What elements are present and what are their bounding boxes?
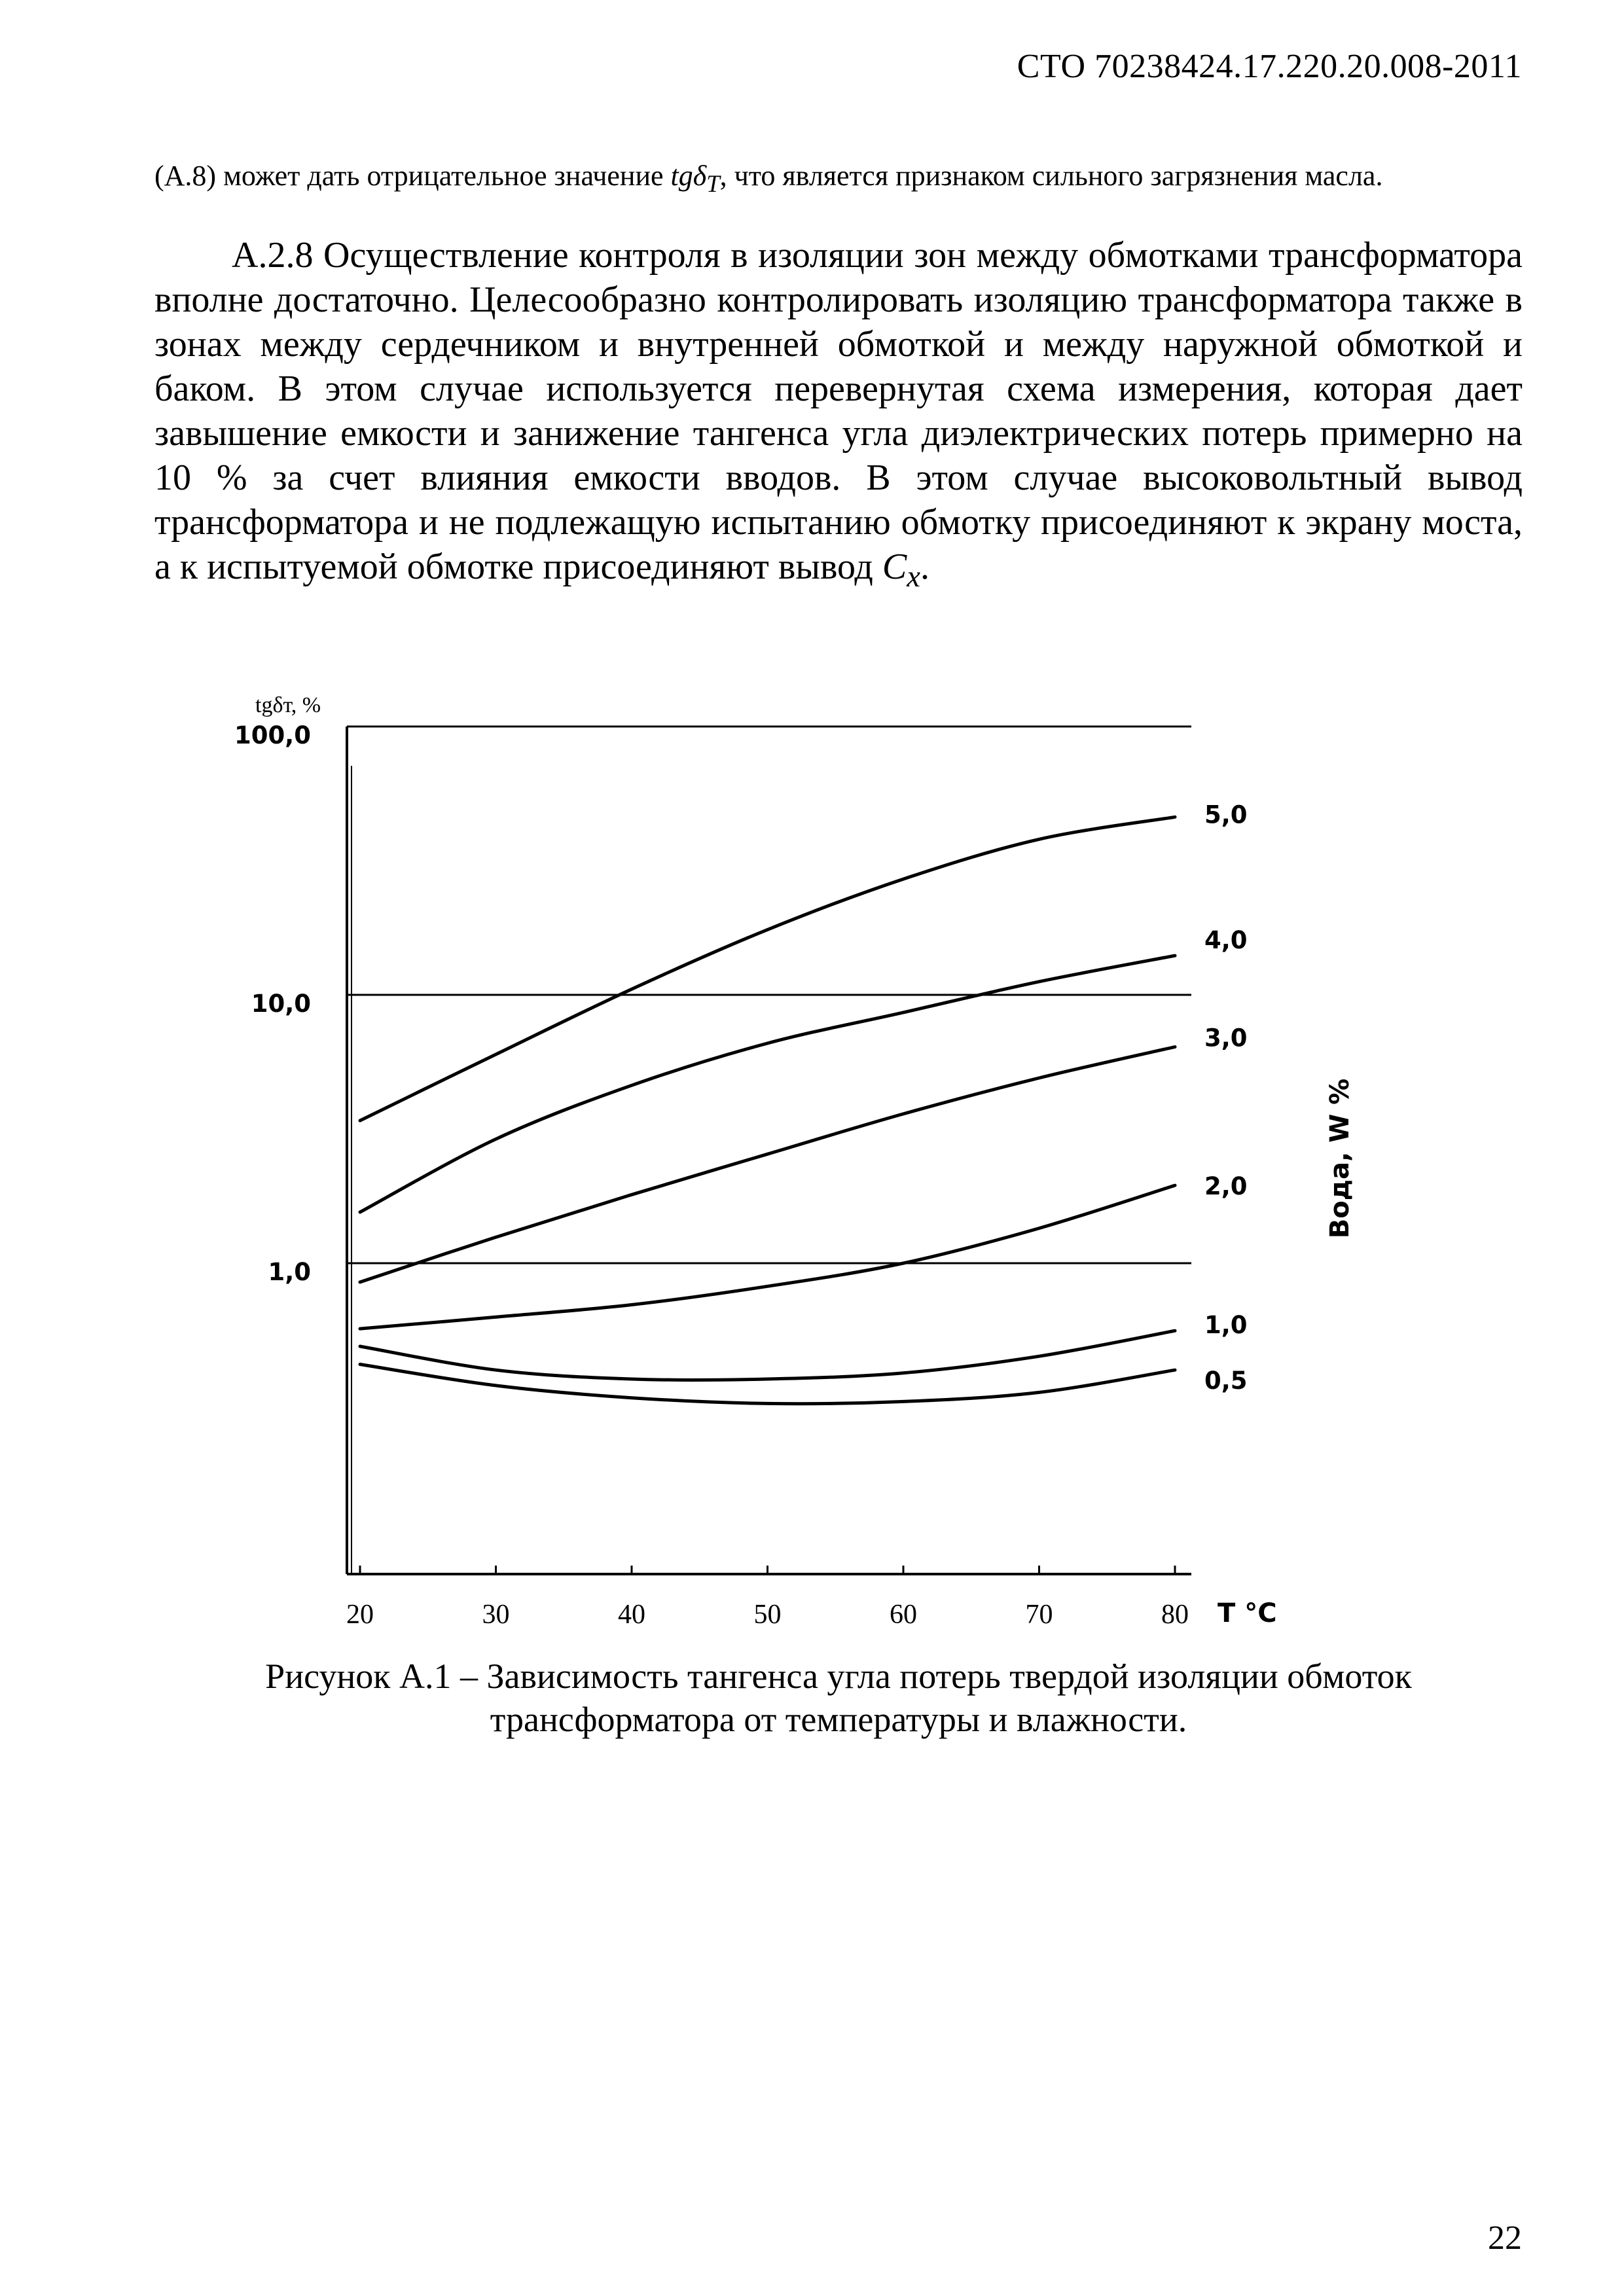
tan-delta-chart xyxy=(196,674,1355,1656)
y-tick-label: 10,0 xyxy=(251,990,311,1018)
x-tick-label: 30 xyxy=(482,1600,510,1630)
curve-label: 1,0 xyxy=(1204,1311,1248,1340)
curve-w-0-5 xyxy=(360,1365,1175,1404)
curve-label: 2,0 xyxy=(1204,1172,1248,1201)
document-code: СТО 70238424.17.220.20.008-2011 xyxy=(1017,48,1522,85)
curve-label: 0,5 xyxy=(1204,1367,1248,1395)
x-axis-title: T °C xyxy=(1218,1598,1277,1628)
x-tick-label: 70 xyxy=(1025,1600,1053,1630)
y-tick-label: 100,0 xyxy=(234,721,311,749)
intro-text-start: (А.8) может дать отрицательное значение xyxy=(154,160,671,192)
gridlines xyxy=(347,726,1191,1263)
x-tick-label: 50 xyxy=(753,1600,782,1630)
x-tick-label: 60 xyxy=(890,1600,917,1630)
curve-w-3-0 xyxy=(360,1047,1175,1282)
cx-symbol: $C_x$ xyxy=(882,547,920,594)
section-text: А.2.8 Осуществление контроля в изоляции зон между обмотками трансформатора вполне достаточно. Целесообразно контролировать изоляцию трансформатора также в зонах между сердечником и внутренней обмоткой и между наружной обмоткой и баком. В этом случае используется перевернутая схема измерения, которая дает завышение емкости и занижение тангенса угла диэлектрических потерь примерно на 10 % за счет влияния емкости вводов. В этом случае высоковольтный вывод трансформатора и не подлежащую испытанию обмотку присоединяют к экрану моста, а к испытуемой обмотке присоединяют вывод xyxy=(154,235,1523,587)
intro-paragraph xyxy=(154,156,1523,204)
curve-label: 4,0 xyxy=(1204,926,1248,955)
curve-w-1-0 xyxy=(360,1331,1175,1380)
curve-label: 3,0 xyxy=(1204,1024,1248,1052)
x-tick-label: 40 xyxy=(618,1600,645,1630)
moisture-curves xyxy=(360,817,1175,1403)
curve-w-2-0 xyxy=(360,1185,1175,1329)
y-tick-label: 1,0 xyxy=(268,1258,311,1286)
curve-labels xyxy=(1204,800,1248,1395)
x-tick-label: 20 xyxy=(346,1600,374,1630)
caption-line-2: трансформатора от температуры и влажности. xyxy=(490,1700,1187,1739)
x-tick-label: 80 xyxy=(1161,1600,1189,1630)
tg-delta-symbol: tgδ$_T$ xyxy=(670,160,720,197)
y-ticks xyxy=(234,721,311,1286)
figure-caption xyxy=(154,1655,1523,1741)
y-axis-title: tgδт, % xyxy=(255,693,321,717)
page-number: 22 xyxy=(1488,2219,1522,2257)
intro-text-end: , что является признаком сильного загрязнения масла. xyxy=(719,160,1383,192)
legend-title: Вода, W % xyxy=(1325,1078,1355,1239)
caption-line-1: Рисунок А.1 – Зависимость тангенса угла потерь твердой изоляции обмоток xyxy=(265,1657,1412,1696)
section-a-2-8-paragraph: А.2.8 Осуществление контроля в изоляции зон между обмотками трансформатора вполне достаточно. Целесообразно контролировать изоляцию трансформатора также в зонах между сердечником и внутренней обмоткой и между наружной обмоткой и баком. В этом случае используется перевернутая схема измерения, которая дает завышение емкости и занижение тангенса угла диэлектрических потерь примерно на 10 % за счет влияния емкости вводов. В этом случае высоковольтный вывод трансформатора и не подлежащую испытанию обмотку присоединяют к экрану моста, а к испытуемой обмотке присоединяют вывод $C_x$. xyxy=(154,235,1523,594)
curve-label: 5,0 xyxy=(1204,800,1248,829)
